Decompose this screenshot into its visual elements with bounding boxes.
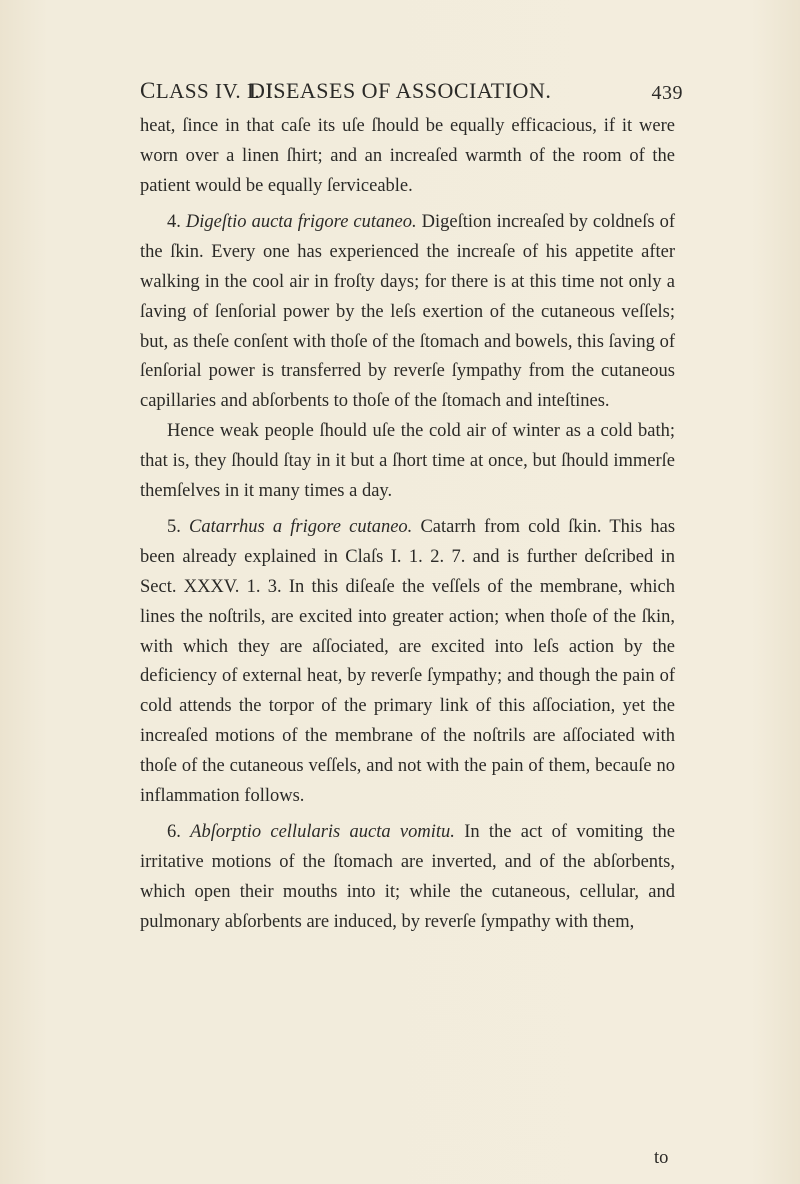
- section-number: 6.: [167, 822, 181, 843]
- paragraph-continuation: heat, ſince in that caſe its uſe ſhould be equally efficacious, if it were worn over a linen ſhirt; and an increaſed warmth of the room of the patient would be equally ſerviceable.: [140, 116, 675, 196]
- section-title: Abſorptio cellularis aucta vomitu.: [190, 822, 455, 843]
- section-number: 5.: [167, 517, 181, 538]
- section-title: Digeſtio aucta frigore cutaneo.: [185, 212, 417, 233]
- section-title: Catarrhus a frigore cutaneo.: [189, 517, 413, 538]
- header-class-ref: CLASS IV. I. I.: [140, 78, 280, 103]
- section-text: Digeſtion increaſed by coldneſs of the ſkin. Every one has experienced the increaſe of his appetite after walking in the cool air in froſty days; for there is at this time not only a ſaving of ſenſorial power by the leſs exertion of the cutaneous veſſels; but, as theſe conſent with thoſe of the ſtomach and bowels, this ſaving of ſenſorial power is transferred by reverſe ſympathy from the cutaneous capillaries and abſorbents to thoſe of the ſtomach and inteſtines.: [140, 212, 676, 412]
- paragraph-catarrhus: [140, 513, 675, 811]
- paragraph-hence: Hence weak people ſhould uſe the cold air of winter as a cold bath; that is, they ſhould ſtay in it but a ſhort time at once, but ſhould immerſe themſelves in it many times a day.: [140, 420, 675, 501]
- running-header: [140, 78, 683, 108]
- section-text: Catarrh from cold ſkin. This has been already explained in Claſs I. 1. 2. 7. and is further deſcribed in Sect. XXXV. 1. 3. In this diſeaſe the veſſels of the membrane, which lines the noſtrils, are excited into greater action; when thoſe of the ſkin, with which they are aſſociated, are excited into leſs action by the deficiency of external heat, by reverſe ſympathy; and though the pain of cold attends the torpor of the primary link of this aſſociation, yet the increaſed motions of the membrane of the noſtrils are aſſociated with thoſe of the cutaneous veſſels, and not with the pain of them, becauſe no inflammation follows.: [140, 517, 676, 806]
- page-number: 439: [651, 82, 683, 104]
- paragraph-digestio: [140, 208, 675, 417]
- body-text: [140, 112, 675, 938]
- header-title: DISEASES OF ASSOCIATION.: [249, 78, 552, 103]
- paragraph-absorptio: [140, 818, 675, 937]
- section-text: In the act of vomiting the irritative motions of the ſtomach are inverted, and of the abſorbents, which open their mouths into it; while the cutaneous, cellular, and pulmonary abſorbents are induced, by reverſe ſympathy with them,: [140, 822, 676, 932]
- section-number: 4.: [167, 212, 181, 233]
- catchword: to: [654, 1148, 669, 1168]
